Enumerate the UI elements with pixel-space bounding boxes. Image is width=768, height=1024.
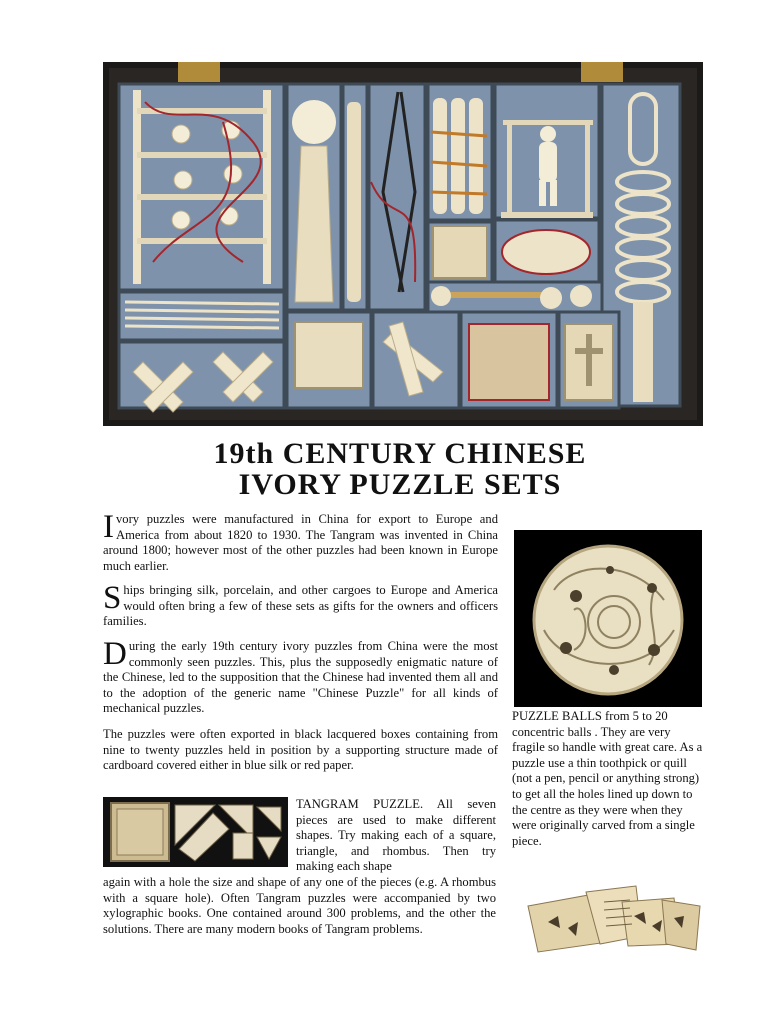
hinge-right — [581, 62, 623, 82]
dropcap: S — [103, 580, 122, 616]
page-title-line-1: 19th CENTURY CHINESE — [213, 437, 587, 470]
paragraph-history — [103, 509, 498, 574]
dropcap: I — [103, 509, 114, 545]
tangram-text-bottom: again with a hole the size and shape of any one of the pieces (e.g. A rhombus with a square hole). Often Tangram puzzles were accompanied by two xylographic books. One contained around 300 problems, and the other the solutions. There are many modern books of Tangram problems. — [103, 875, 496, 936]
paragraph-text: vory puzzles were manufactured in China for export to Europe and America from about 1820 to 1930. The Tangram was invented in China around 1800; however most of the other puzzles had been known in Europe much earlier. — [103, 512, 498, 573]
cross-tablet — [565, 324, 613, 400]
page-title-line-2: IVORY PUZZLE SETS — [238, 468, 562, 501]
dropcap: D — [103, 636, 127, 672]
pierced-box — [469, 324, 549, 400]
paragraph-text: hips bringing silk, porcelain, and other cargoes to Europe and America would often bring a few of these sets as gifts for the owners and officers families. — [103, 583, 498, 629]
tangram-text-top: TANGRAM PUZZLE. All seven pieces are used to make different shapes. Try making each of a square, triangle, and rhombus. Then try making each shape — [296, 797, 496, 874]
carved-plaque — [433, 226, 487, 278]
oval-carving — [502, 230, 590, 274]
ball-pillar — [292, 100, 336, 302]
puzzle-ball-photo — [514, 530, 702, 707]
tangram-books-photo — [524, 882, 702, 954]
paragraph-text: uring the early 19th century ivory puzzles from China were the most commonly seen puzzles. This, plus the supposedly enigmatic nature of the Chinese, led to the supposition that the Chinese had invented them all and to the adoption of the generic name "Chinese Puzzle" for all kinds of mechanical puzzles. — [103, 639, 498, 716]
carved-rod — [347, 102, 361, 302]
puzzle-ball-caption: PUZZLE BALLS from 5 to 20 concentric balls . They are very fragile so handle with great care. As a puzzle use a thin toothpick or quill (not a pen, pencil or anything strong) to get all the holes lined up down to the centre as they were when they were originally carved from a single piece. — [512, 709, 703, 848]
paragraph-chinese-puzzle — [103, 636, 498, 717]
puzzle-box-photo — [103, 62, 703, 426]
hinge-left — [178, 62, 220, 82]
paragraph-ships — [103, 580, 498, 630]
tangram-photo — [103, 797, 288, 867]
scroll-bundle — [431, 98, 487, 214]
carved-box — [295, 322, 363, 388]
paragraph-boxes: The puzzles were often exported in black lacquered boxes containing from nine to twenty puzzles held in position by a supporting structure made of cardboard covered either in blue silk or red paper. — [103, 727, 498, 773]
